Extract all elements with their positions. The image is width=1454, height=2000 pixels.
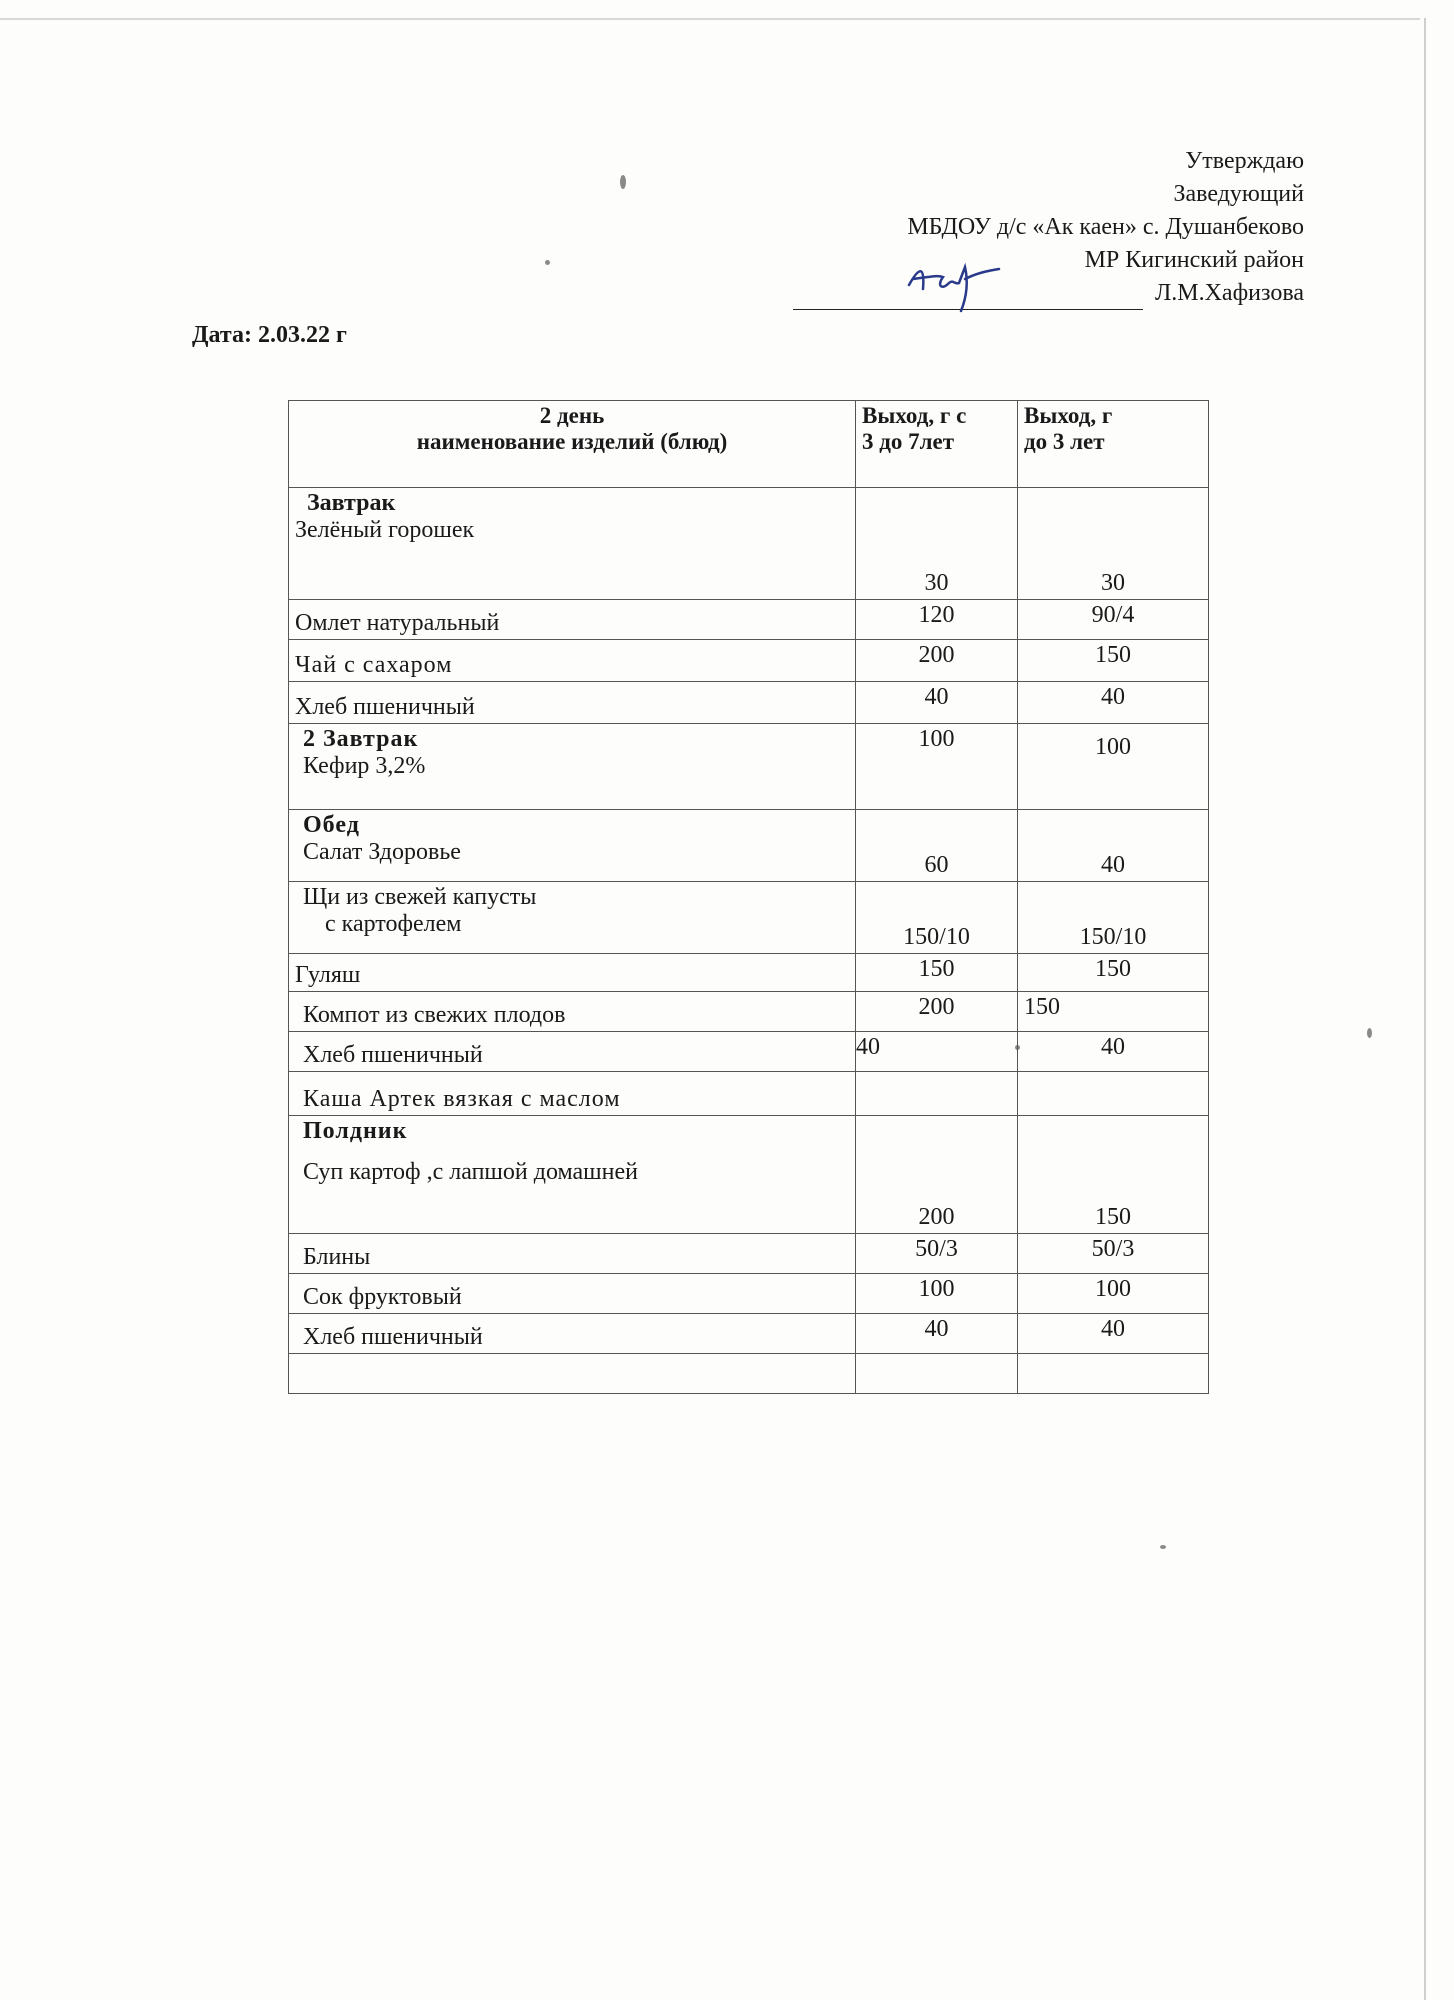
yield-under-3: 150/10 [1018, 882, 1209, 954]
yield-under-3: 40 [1018, 1314, 1209, 1354]
menu-date: Дата: 2.03.22 г [192, 322, 347, 348]
header-day: 2 день [539, 403, 605, 428]
approval-signatory: Л.М.Хафизова [1154, 280, 1304, 306]
approval-district: МР Кигинский район [1084, 247, 1304, 273]
approval-signature-line [604, 277, 1304, 310]
empty-cell [1018, 1354, 1209, 1394]
table-row [289, 1274, 1209, 1314]
dish-name: Хлеб пшеничный [289, 1032, 856, 1072]
yield-3-7: 100 [856, 724, 1018, 810]
scan-edge-top [0, 18, 1420, 20]
dish-name: Компот из свежих плодов [289, 992, 856, 1032]
dish-name-line2: с картофелем [325, 911, 462, 937]
yield-3-7: 40 [856, 682, 1018, 724]
empty-cell [289, 1354, 856, 1394]
yield-under-3: 40 [1018, 810, 1209, 882]
yield-under-3: 50/3 [1018, 1234, 1209, 1274]
dish-cell [289, 488, 856, 600]
table-row [289, 882, 1209, 954]
yield-3-7: 150/10 [856, 882, 1018, 954]
section-breakfast: Завтрак [307, 490, 396, 516]
yield-3-7: 150 [856, 954, 1018, 992]
empty-cell [856, 1354, 1018, 1394]
table-row [289, 992, 1209, 1032]
yield-under-3: 100 [1018, 724, 1209, 810]
scan-speck [1367, 1028, 1372, 1038]
header-yield-under-3-line1: Выход, г [1024, 403, 1113, 428]
table-row [289, 1116, 1209, 1234]
table-row-empty [289, 1354, 1209, 1394]
yield-3-7: 50/3 [856, 1234, 1018, 1274]
approval-approve: Утверждаю [1185, 148, 1304, 174]
table-row [289, 1314, 1209, 1354]
dish-name: Гуляш [289, 954, 856, 992]
signature-line [793, 289, 1143, 310]
header-yield-3-7-line2: 3 до 7лет [862, 429, 955, 454]
dish-name: Салат Здоровье [303, 839, 461, 865]
dish-cell [289, 724, 856, 810]
section-second-breakfast: 2 Завтрак [303, 726, 419, 752]
dish-name-line1: Щи из свежей капусты [303, 884, 537, 910]
dish-name: Хлеб пшеничный [289, 682, 856, 724]
header-yield-under-3-line2: до 3 лет [1024, 429, 1105, 454]
yield-under-3: 150 [1018, 992, 1209, 1032]
yield-3-7: 60 [856, 810, 1018, 882]
approval-organization: МБДОУ д/с «Ак каен» с. Душанбеково [907, 214, 1304, 240]
dish-name: Сок фруктовый [289, 1274, 856, 1314]
dish-cell [289, 1116, 856, 1234]
yield-3-7: 30 [856, 488, 1018, 600]
table-row [289, 682, 1209, 724]
scan-speck [545, 260, 550, 265]
table-header-row [289, 401, 1209, 488]
approval-block [604, 145, 1304, 310]
header-yield-under-3 [1018, 401, 1209, 488]
yield-under-3: 40 [1018, 1032, 1209, 1072]
yield-under-3: 30 [1018, 488, 1209, 600]
yield-under-3: 150 [1018, 1116, 1209, 1234]
dish-name: Блины [289, 1234, 856, 1274]
yield-3-7: 120 [856, 600, 1018, 640]
yield-3-7: 100 [856, 1274, 1018, 1314]
section-lunch: Обед [303, 812, 360, 838]
yield-3-7: 40 [856, 1314, 1018, 1354]
yield-3-7: 200 [856, 1116, 1018, 1234]
yield-3-7: 40 [856, 1032, 1018, 1072]
yield-3-7: 200 [856, 640, 1018, 682]
yield-under-3: 100 [1018, 1274, 1209, 1314]
yield-3-7 [856, 1072, 1018, 1116]
dish-name: Омлет натуральный [289, 600, 856, 640]
yield-under-3: 90/4 [1018, 600, 1209, 640]
table-row [289, 1234, 1209, 1274]
dish-name: Кефир 3,2% [303, 753, 426, 779]
dish-name: Чай с сахаром [289, 640, 856, 682]
header-yield-3-7-line1: Выход, г с [862, 403, 967, 428]
scan-speck [1160, 1545, 1166, 1549]
yield-under-3 [1018, 1072, 1209, 1116]
header-yield-3-7 [856, 401, 1018, 488]
table-row [289, 1072, 1209, 1116]
table-row [289, 640, 1209, 682]
table-row [289, 810, 1209, 882]
dish-name: Каша Артек вязкая с маслом [289, 1072, 856, 1116]
menu-table [288, 400, 1209, 1394]
header-dish-name [289, 401, 856, 488]
yield-under-3: 150 [1018, 954, 1209, 992]
yield-3-7: 200 [856, 992, 1018, 1032]
table-row [289, 954, 1209, 992]
scan-edge-right [1424, 18, 1426, 2000]
signature-mark [903, 255, 1013, 315]
dish-name: Хлеб пшеничный [289, 1314, 856, 1354]
dish-cell [289, 810, 856, 882]
yield-under-3: 40 [1018, 682, 1209, 724]
dish-name: Зелёный горошек [295, 517, 475, 543]
section-afternoon-snack: Полдник [303, 1118, 408, 1144]
dish-name: Суп картоф ,с лапшой домашней [303, 1159, 638, 1185]
dish-cell [289, 882, 856, 954]
table-row [289, 1032, 1209, 1072]
approval-position: Заведующий [1173, 181, 1304, 207]
table-row [289, 488, 1209, 600]
header-name: наименование изделий (блюд) [416, 429, 728, 454]
table-row [289, 600, 1209, 640]
yield-under-3: 150 [1018, 640, 1209, 682]
table-row [289, 724, 1209, 810]
